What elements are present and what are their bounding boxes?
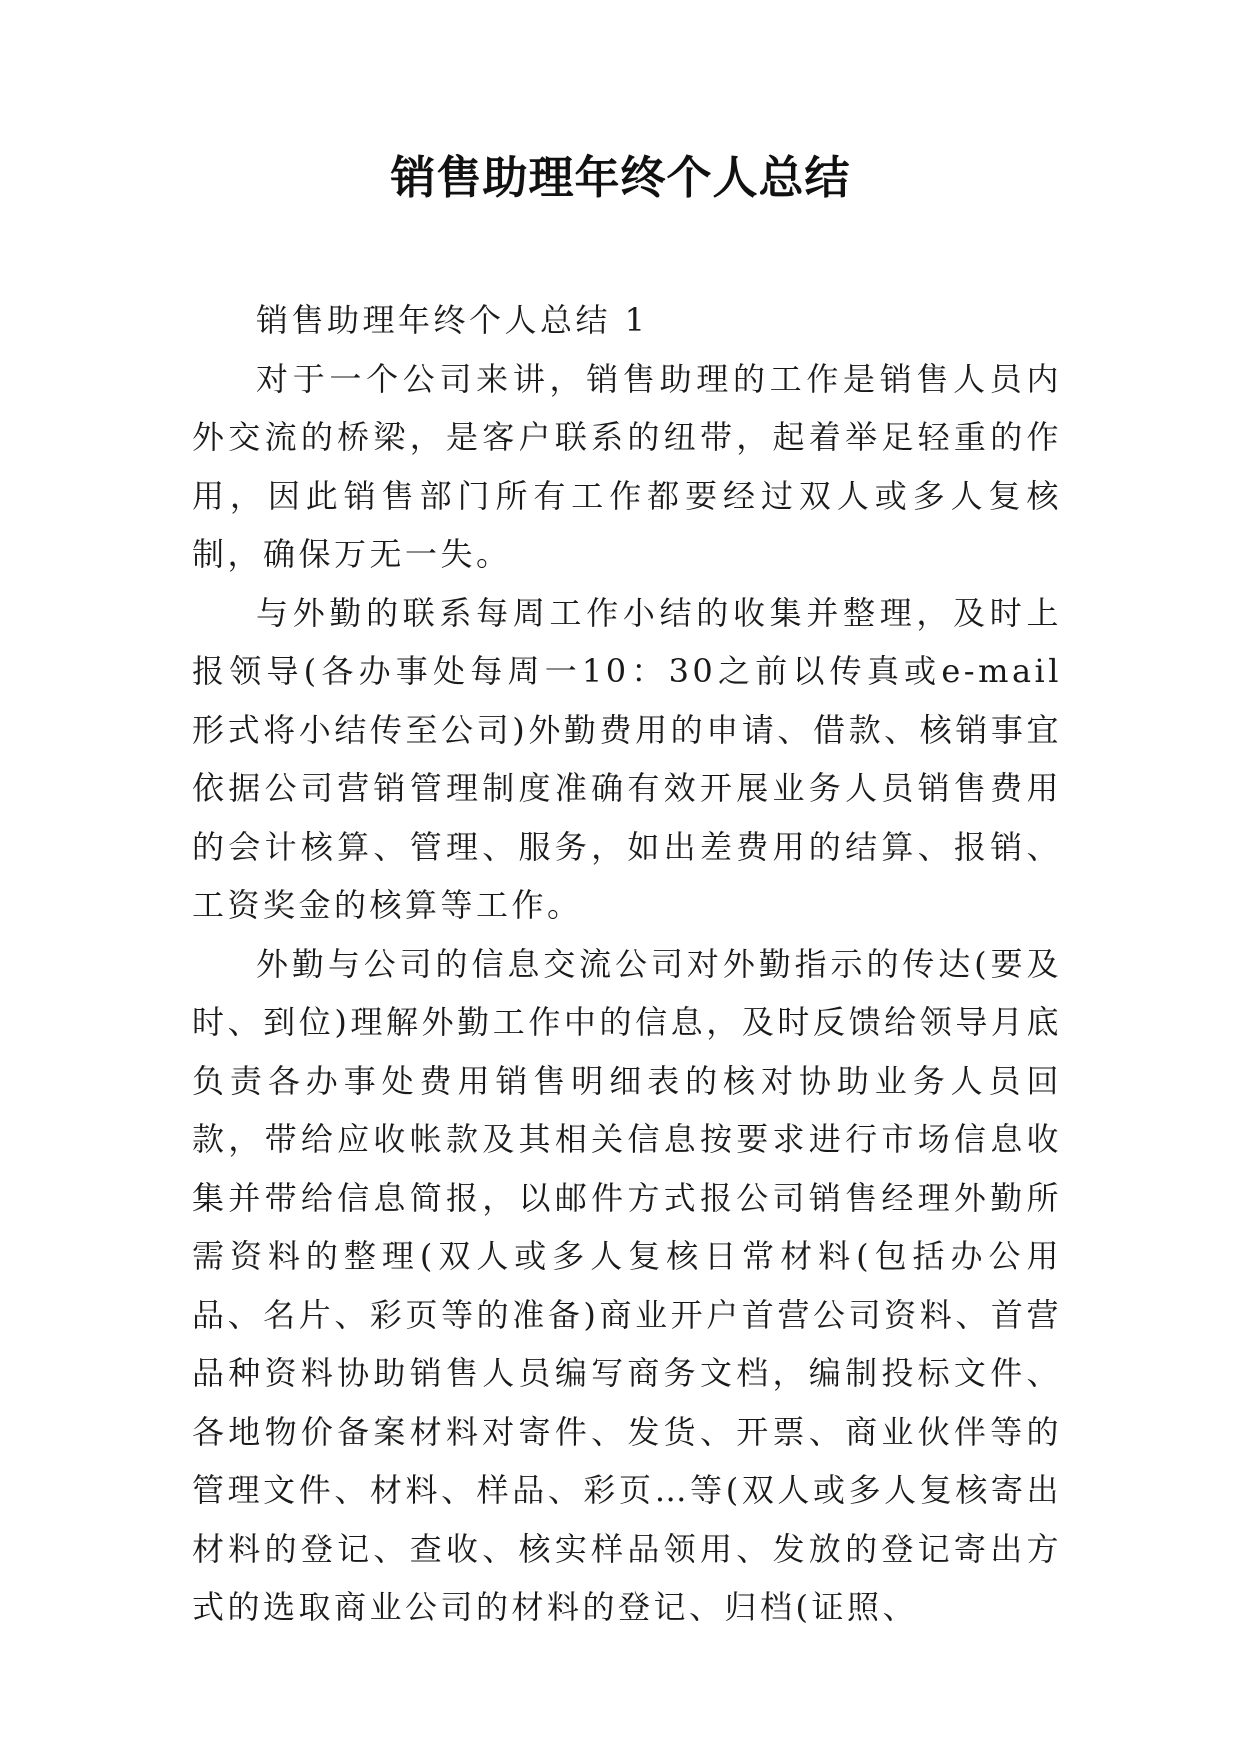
paragraph-1: 对于一个公司来讲，销售助理的工作是销售人员内外交流的桥梁，是客户联系的纽带，起着举足轻重的作用，因此销售部门所有工作都要经过双人或多人复核制，确保万无一失。: [192, 359, 1062, 573]
paragraph-2: 与外勤的联系每周工作小结的收集并整理，及时上报领导(各办事处每周一10：30之前以传真或e-mail形式将小结传至公司)外勤费用的申请、借款、核销事宜依据公司营销管理制度准确有效开展业务人员销售费用的会计核算、管理、服务，如出差费用的结算、报销、工资奖金的核算等工作。: [192, 593, 1062, 924]
document-title: 销售助理年终个人总结: [390, 151, 851, 204]
document-body: [192, 291, 1062, 1637]
section-heading: 销售助理年终个人总结 1: [256, 301, 649, 339]
paragraph-3: 外勤与公司的信息交流公司对外勤指示的传达(要及时、到位)理解外勤工作中的信息，及时反馈给领导月底负责各办事处费用销售明细表的核对协助业务人员回款，带给应收帐款及其相关信息按要求进行市场信息收集并带给信息简报，以邮件方式报公司销售经理外勤所需资料的整理(双人或多人复核日常材料(包括办公用品、名片、彩页等的准备)商业开户首营公司资料、首营品种资料协助销售人员编写商务文档，编制投标文件、各地物价备案材料对寄件、发货、开票、商业伙伴等的管理文件、材料、样品、彩页…等(双人或多人复核寄出材料的登记、查收、核实样品领用、发放的登记寄出方式的选取商业公司的材料的登记、归档(证照、: [192, 944, 1062, 1626]
